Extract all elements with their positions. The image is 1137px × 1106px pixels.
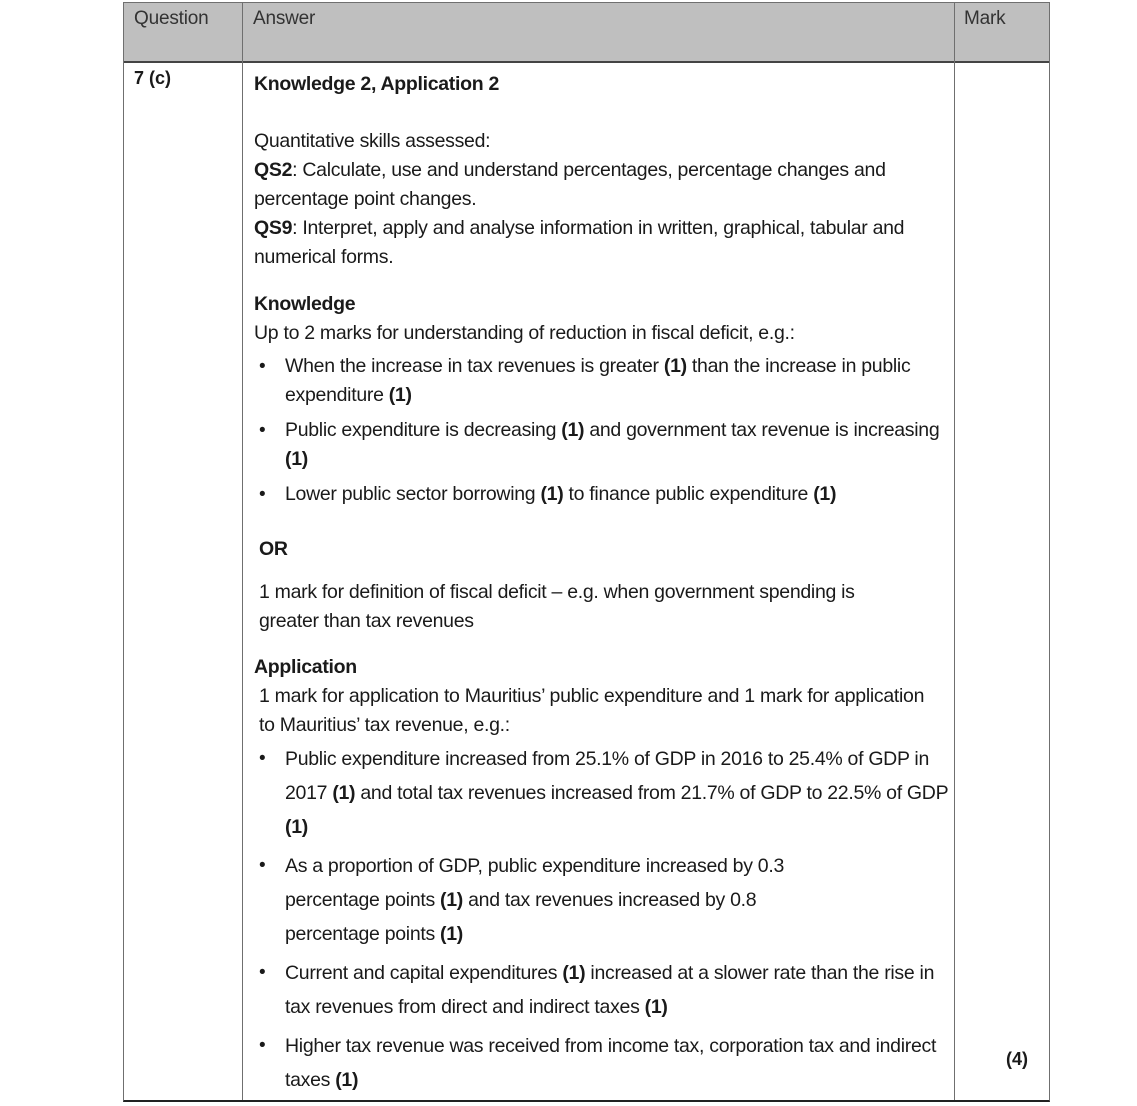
qs-intro: Quantitative skills assessed: bbox=[254, 130, 491, 152]
definition-text: 1 mark for definition of fiscal deficit – e.g. when government spending is greater than tax revenues bbox=[259, 581, 855, 632]
application-section bbox=[254, 653, 954, 1102]
list-item: • Higher tax revenue was received from income tax, corporation tax and indirect taxes (1) bbox=[254, 1029, 954, 1097]
answer-heading: Knowledge 2, Application 2 bbox=[254, 73, 500, 95]
list-item: • Public expenditure increased from 25.1% of GDP in 2016 to 25.4% of GDP in 2017 (1) and total tax revenues increased from 21.7% of GDP to 22.5% of GDP (1) bbox=[254, 742, 954, 844]
knowledge-title: Knowledge bbox=[254, 293, 356, 315]
application-list bbox=[254, 742, 954, 1097]
list-item: • When the increase in tax revenues is greater (1) than the increase in public expenditure (1) bbox=[254, 352, 954, 410]
knowledge-list bbox=[254, 352, 954, 509]
table-header-row bbox=[124, 3, 1049, 63]
header-mark: Mark bbox=[964, 8, 1006, 29]
header-question: Question bbox=[134, 8, 209, 29]
question-number: 7 (c) bbox=[134, 68, 172, 88]
qs-code: QS9 bbox=[254, 217, 293, 239]
qs-item bbox=[254, 214, 954, 272]
application-title: Application bbox=[254, 656, 357, 678]
mark-scheme-table bbox=[123, 2, 1050, 1102]
application-intro: 1 mark for application to Mauritius’ public expenditure and 1 mark for application to Mauritius’ tax revenue, e.g.: bbox=[259, 685, 925, 736]
total-mark: (4) bbox=[1006, 1049, 1028, 1069]
quantitative-skills bbox=[254, 127, 954, 272]
qs-item bbox=[254, 156, 954, 214]
qs-code: QS2 bbox=[254, 159, 293, 181]
header-answer: Answer bbox=[253, 8, 316, 29]
qs-text: : Calculate, use and understand percentages, percentage changes and percentage point changes. bbox=[254, 159, 886, 210]
column-divider bbox=[242, 3, 243, 1100]
list-item: • Public expenditure is decreasing (1) and government tax revenue is increasing (1) bbox=[254, 416, 954, 474]
knowledge-intro: Up to 2 marks for understanding of reduction in fiscal deficit, e.g.: bbox=[254, 322, 795, 344]
list-item: • Lower public sector borrowing (1) to finance public expenditure (1) bbox=[254, 480, 954, 509]
list-item: • As a proportion of GDP, public expenditure increased by 0.3 percentage points (1) and tax revenues increased by 0.8 percentage points (1) bbox=[254, 849, 845, 951]
list-item: • Current and capital expenditures (1) increased at a slower rate than the rise in tax revenues from direct and indirect taxes (1) bbox=[254, 956, 954, 1024]
qs-text: : Interpret, apply and analyse information in written, graphical, tabular and numerical forms. bbox=[254, 217, 905, 268]
knowledge-section bbox=[254, 290, 954, 515]
or-label: OR bbox=[259, 538, 288, 560]
